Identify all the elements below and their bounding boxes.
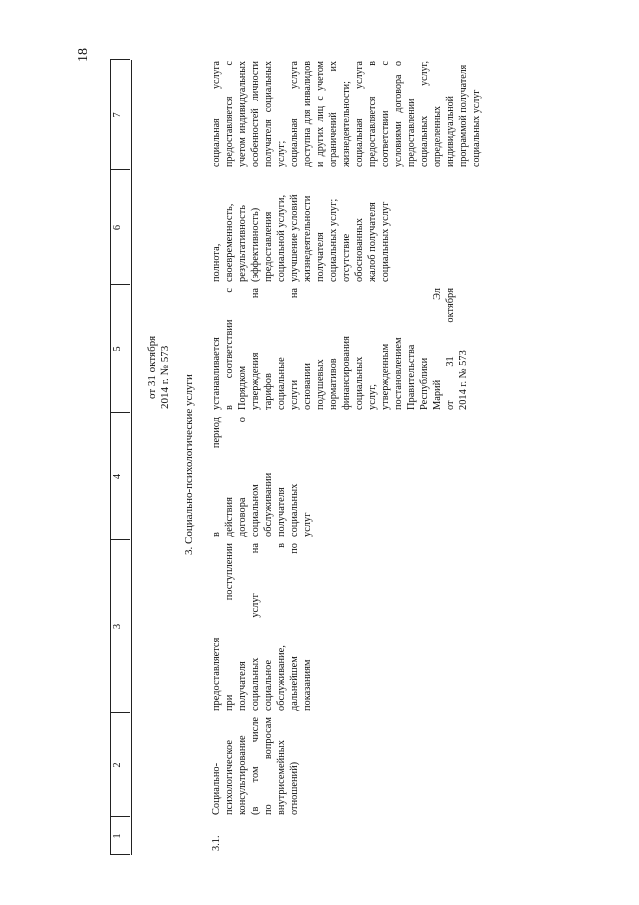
service-period: в период действия договора о социальном обслуживании получателя социальных услуг (211, 417, 313, 537)
continuation-text: от 31 октября 2014 г. № 573 (146, 335, 171, 409)
service-conditions: социальная услуга предоставляется с учетом индивидуальных особенностей личности получателя социальных услуг; социальная услуга доступна для инвалидов и других лиц с учетом ограничений их жизнедеятельности; социальная услуга предоставляется в соответствии с условиями договора о предоставлении социальных услуг, определенных индивидуальной программой получателя социальных услуг (211, 61, 482, 167)
service-terms: предоставляется при поступлении получателя социальных услуг на социальное обслуживание, в дальнейшем по показаниям (211, 543, 313, 711)
service-price: устанавливается в соответствии с Порядком утверждения на тарифов социальные услуги на основании подушевых нормативов финансирования социальных услуг, утвержденным постановлением Правительства Республики Марий Эл от 31 октября 2014 г. № 573 (211, 288, 469, 410)
quality-indicators: полнота, своевременность, результативность (эффективность) предоставления социальной услуги, улучшение условий жизнедеятельности получателя социальных услуг; отсутствие обоснованных жалоб получателя социальных услуг (211, 194, 391, 282)
column-header-6: 6 (112, 224, 123, 231)
row-number: 3.1. (211, 835, 222, 851)
column-header-7: 7 (112, 112, 123, 118)
column-header-1: 1 (112, 833, 123, 839)
column-header-5: 5 (112, 346, 123, 352)
page-number: 18 (76, 48, 91, 62)
rotated-table-sheet (110, 60, 530, 855)
section-title: 3. Социально-психологические услуги (183, 374, 195, 555)
column-header-3: 3 (112, 623, 123, 630)
column-header-2: 2 (112, 762, 123, 768)
column-header-4: 4 (112, 473, 123, 480)
service-name: Социально- психологическое консультирование (в том числе по вопросам внутрисемейных отношений) (211, 717, 300, 815)
